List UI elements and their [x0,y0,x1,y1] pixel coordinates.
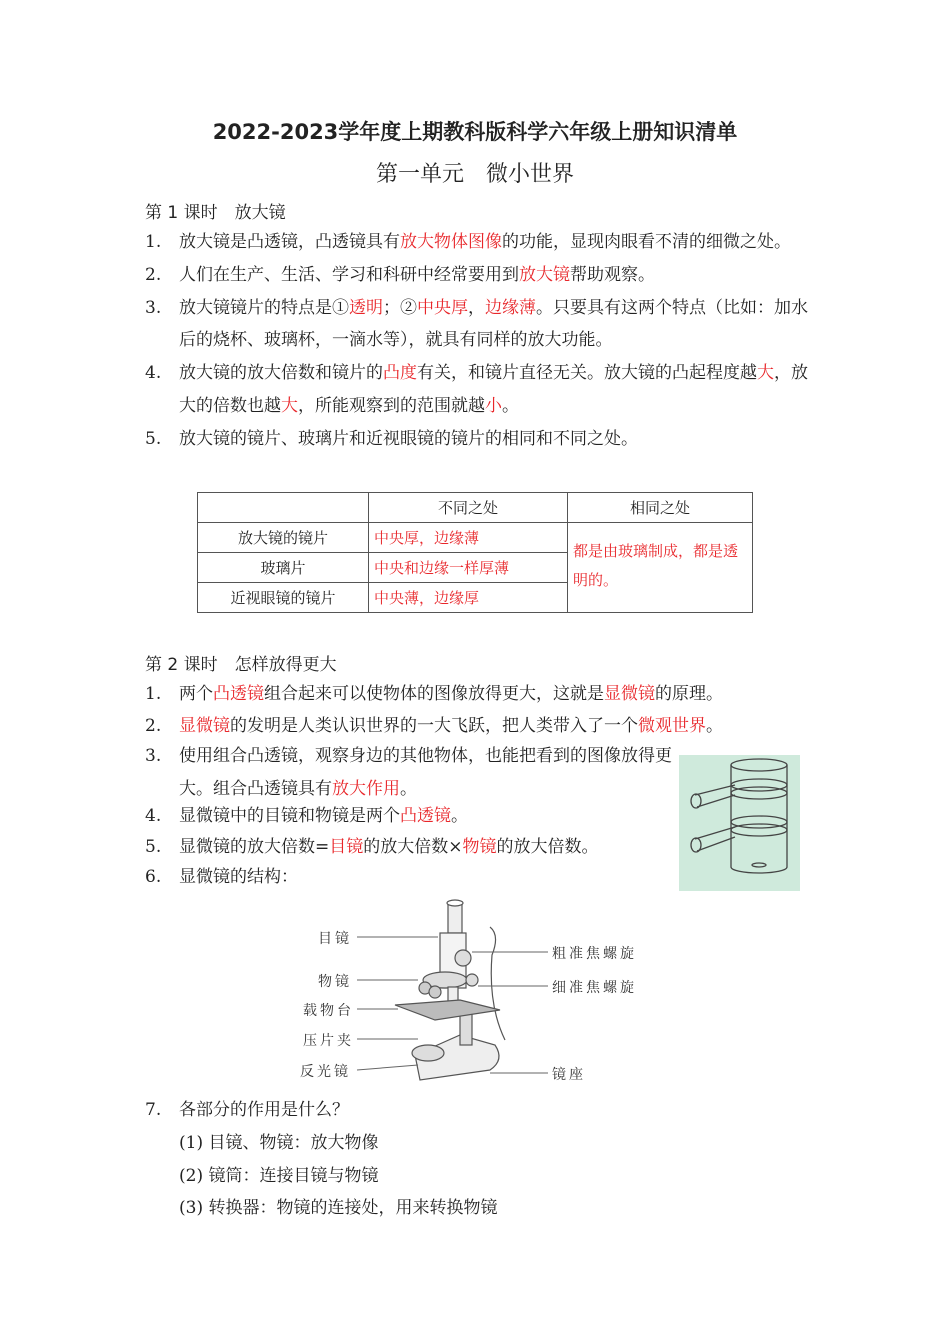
list-item [145,423,815,456]
table-row [198,523,753,553]
highlighted-text: 显微镜 [604,684,655,704]
item-text: 显微镜的结构： [179,867,298,887]
label-eyepiece: 目镜 [318,931,352,947]
lens-comparison-table [197,492,753,613]
highlighted-text: 目镜 [329,837,364,857]
item-text: 。 [502,395,519,416]
item-text: 人们在生产、生活、学习和科研中经常要用到 [179,264,519,285]
microscope-diagram [300,895,645,1090]
sub-item: (3) 转换器：物镜的连接处，用来转换物镜 [179,1198,498,1219]
item-text: 帮助观察。 [570,264,655,285]
sub-item: (1) 目镜、物镜：放大物像 [179,1132,379,1153]
highlighted-text: 物镜 [462,837,497,857]
row-diff: 中央厚，边缘薄 [369,523,568,553]
item-text: 放大镜镜片的特点是① [179,297,349,318]
item-number: 5. [145,837,162,857]
highlighted-text: 透明 [349,297,383,318]
row-diff: 中央薄，边缘厚 [369,583,568,613]
label-objective: 物镜 [318,974,352,990]
highlighted-text: 放大物体图像 [400,232,502,252]
label-coarse-focus: 粗准焦螺旋 [552,946,637,962]
highlighted-text: 大 [757,363,774,384]
highlighted-text: 放大作用 [332,778,400,799]
highlighted-text: 凸透镜 [400,806,451,826]
item-number: 4. [145,806,162,826]
table-header-same: 相同之处 [568,493,753,523]
item-text: 放大镜的放大倍数和镜片的 [179,363,383,384]
list-item [145,800,672,833]
table-header-empty [198,493,369,523]
list-item [145,831,672,864]
item-text: ，所能观察到的范围就越 [298,395,485,416]
lesson1-list [145,226,815,456]
item-number: 5. [145,428,162,449]
highlighted-text: 小 [485,395,502,416]
item-text: ，放大的倍数也越 [179,363,808,416]
item-text: 显微镜的放大倍数= [179,837,330,857]
list-item [145,740,672,806]
highlighted-text: 凸度 [383,363,417,384]
lesson2-heading: 第 2 课时 怎样放得更大 [145,655,337,675]
item-text: 的功能，显现肉眼看不清的细微之处。 [502,232,791,252]
item-number: 2. [145,264,162,285]
highlighted-text: 大 [281,395,298,416]
list-item [145,226,815,259]
highlighted-text: 中央厚 [417,297,468,318]
item-text: 使用组合凸透镜，观察身边的其他物体，也能把看到的图像放得更大。组合凸透镜具有 [179,746,672,799]
item-number: 6. [145,867,162,887]
label-mirror: 反光镜 [300,1064,351,1080]
item-text: 显微镜中的目镜和物镜是两个 [179,806,400,826]
list-item [145,1094,815,1127]
item-text: ， [468,297,485,318]
tube-illustration [679,755,800,891]
highlighted-text: 凸透镜 [213,684,264,704]
item-text: 。 [706,716,723,736]
list-item [145,678,815,711]
item-number: 1. [145,684,162,704]
item-text: 各部分的作用是什么？ [179,1100,349,1120]
item-text: 的放大倍数× [363,837,463,857]
item-number: 4. [145,363,162,384]
highlighted-text: 边缘薄 [485,297,536,318]
row-diff: 中央和边缘一样厚薄 [369,553,568,583]
row-name: 近视眼镜的镜片 [198,583,369,613]
same-cell: 都是由玻璃制成，都是透明的。 [568,523,753,613]
question-7 [145,1094,815,1225]
item-text: 两个 [179,684,213,704]
item-text: 的原理。 [655,684,723,704]
item-text: 放大镜的镜片、玻璃片和近视眼镜的镜片的相同和不同之处。 [179,428,638,449]
item-text: 。 [400,778,417,799]
table-header-diff: 不同之处 [369,493,568,523]
table-header-row [198,493,753,523]
list-item [145,259,815,292]
list-item [145,357,815,423]
item-text: 的放大倍数。 [496,837,599,857]
item-text: 放大镜是凸透镜，凸透镜具有 [179,232,400,252]
list-item [145,710,815,743]
sub-item: (2) 镜筒：连接目镜与物镜 [179,1165,379,1186]
highlighted-text: 微观世界 [638,716,706,736]
list-item [145,861,672,894]
list-item [145,292,815,358]
item-number: 2. [145,716,162,736]
item-text: 有关，和镜片直径无关。放大镜的凸起程度越 [417,363,757,384]
item-text: 。只要具有这两个特点（比如：加水后的烧杯、玻璃杯，一滴水等），就具有同样的放大功能。 [179,297,808,351]
label-stage: 载物台 [303,1003,354,1019]
item-text: 组合起来可以使物体的图像放得更大，这就是 [264,684,604,704]
item-text: 。 [451,806,468,826]
highlighted-text: 显微镜 [179,716,230,736]
label-base: 镜座 [552,1067,586,1083]
lesson1-heading: 第 1 课时 放大镜 [145,203,286,223]
item-number: 3. [145,746,162,766]
unit-title: 第一单元 微小世界 [375,162,574,187]
highlighted-text: 放大镜 [519,264,570,285]
combined-lens-tube-image [679,755,800,891]
item-text: ；② [383,297,417,318]
document-title: 2022-2023学年度上期教科版科学六年级上册知识清单 [212,120,738,144]
item-text: 的发明是人类认识世界的一大飞跃，把人类带入了一个 [230,716,638,736]
row-name: 玻璃片 [198,553,369,583]
label-fine-focus: 细准焦螺旋 [552,980,637,996]
item-number: 3. [145,297,162,318]
item-number: 1. [145,232,162,252]
row-name: 放大镜的镜片 [198,523,369,553]
label-clip: 压片夹 [303,1033,354,1049]
item-number: 7. [145,1100,162,1120]
